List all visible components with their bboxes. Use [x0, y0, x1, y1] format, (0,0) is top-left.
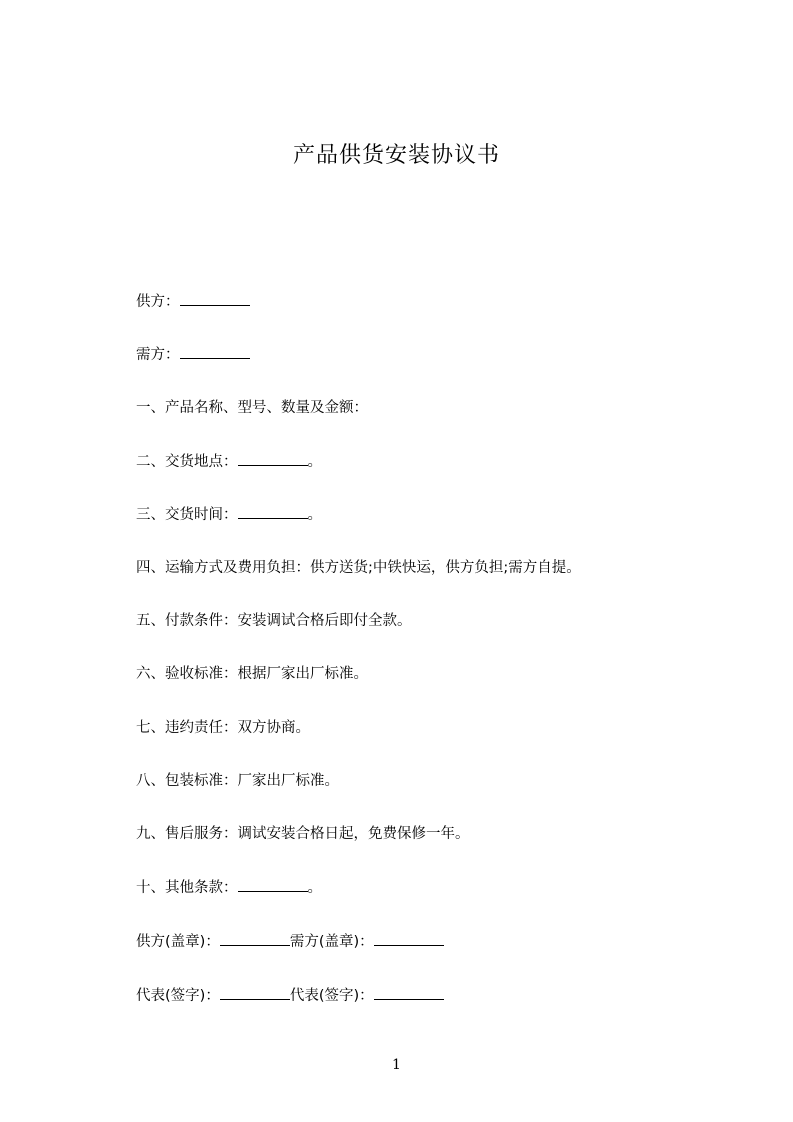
clause-5-text: 五、付款条件：安装调试合格后即付全款。: [136, 613, 412, 629]
page-number: 1: [392, 1057, 401, 1073]
supplier-sign-label: 代表(签字)：: [136, 988, 220, 1004]
clause-2-suffix: 。: [307, 454, 322, 470]
supplier-sign-blank: [220, 985, 290, 1000]
clause-7-text: 七、违约责任：双方协商。: [136, 720, 310, 736]
clause-3-suffix: 。: [307, 507, 322, 523]
seal-line: [136, 931, 444, 952]
clause-4-text: 四、运输方式及费用负担：供方送货;中铁快运，供方负担;需方自提。: [136, 560, 581, 576]
clause-10: [136, 877, 322, 898]
supplier-blank: [180, 291, 250, 306]
sign-line: [136, 985, 444, 1006]
clause-10-suffix: 。: [307, 880, 322, 896]
clause-3-text: 三、交货时间：: [136, 507, 238, 523]
buyer-blank: [180, 344, 250, 359]
supplier-label: 供方：: [136, 294, 180, 310]
buyer-sign-label: 代表(签字)：: [289, 988, 374, 1004]
clause-10-blank: [238, 877, 308, 892]
clause-9: [136, 824, 470, 844]
buyer-line: [136, 344, 250, 365]
supplier-seal-label: 供方(盖章)：: [136, 934, 220, 950]
clause-3-blank: [238, 504, 308, 519]
clause-6: [136, 664, 368, 684]
clause-10-text: 十、其他条款：: [136, 880, 238, 896]
clause-2-blank: [238, 451, 308, 466]
clause-5: [136, 611, 412, 631]
document-title: 产品供货安装协议书: [292, 143, 500, 168]
buyer-seal-label: 需方(盖章)：: [289, 934, 374, 950]
clause-8-text: 八、包装标准：厂家出厂标准。: [136, 773, 339, 789]
clause-1: [136, 398, 368, 418]
buyer-seal-blank: [374, 931, 444, 946]
supplier-seal-blank: [220, 931, 290, 946]
buyer-sign-blank: [374, 985, 444, 1000]
clause-2: [136, 451, 322, 472]
clause-2-text: 二、交货地点：: [136, 454, 238, 470]
clause-7: [136, 718, 310, 738]
clause-9-text: 九、售后服务：调试安装合格日起，免费保修一年。: [136, 826, 470, 842]
clause-8: [136, 771, 339, 791]
clause-1-text: 一、产品名称、型号、数量及金额：: [136, 400, 368, 416]
clause-4: [136, 558, 581, 578]
clause-6-text: 六、验收标准：根据厂家出厂标准。: [136, 666, 368, 682]
buyer-label: 需方：: [136, 347, 180, 363]
supplier-line: [136, 291, 250, 312]
clause-3: [136, 504, 322, 525]
